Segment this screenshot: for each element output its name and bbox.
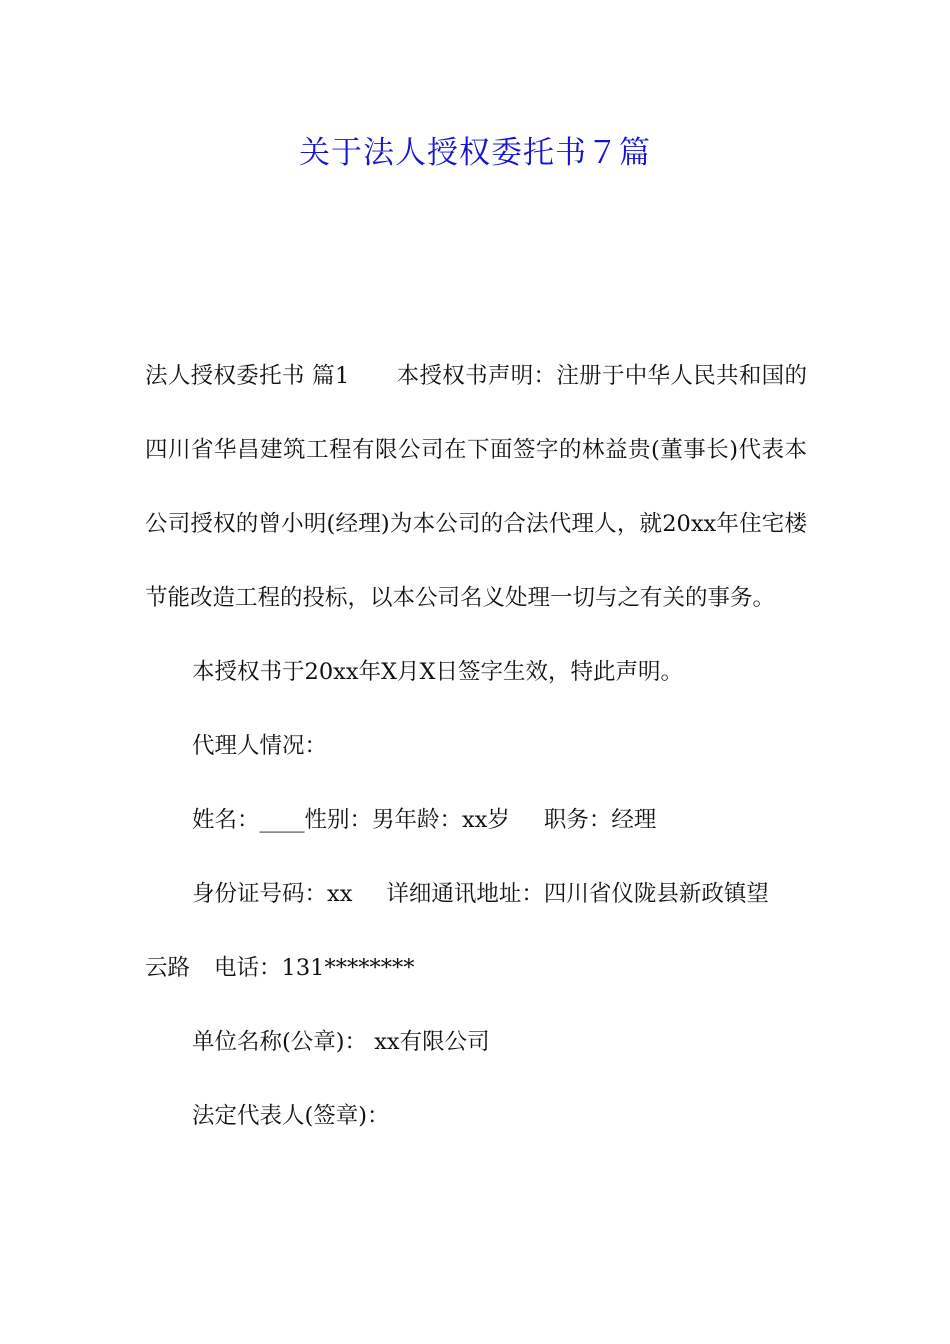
position-field: 职务：经理	[543, 807, 657, 833]
paragraph-contact-continued	[145, 931, 807, 1005]
address-field-end: 云路	[145, 955, 191, 981]
id-number-field: 身份证号码：xx	[192, 881, 353, 907]
paragraph-agent-info	[145, 783, 807, 857]
paragraph-company-name: 单位名称(公章)： xx有限公司	[192, 1029, 490, 1055]
paragraph-declaration	[145, 339, 807, 635]
paragraph-legal-representative: 法定代表人(签章)：	[192, 1103, 390, 1129]
name-blank: ____	[259, 807, 305, 833]
declaration-text: 本授权书声明：注册于中华人民共和国的四川省华昌建筑工程有限公司在下面签字的林益贵(董事长)代表本公司授权的曾小明(经理)为本公司的合法代理人，就20xx年住宅楼节能改造工程的投标，以本公司名义处理一切与之有关的事务。	[145, 363, 807, 611]
document-title: 关于法人授权委托书７篇	[299, 135, 651, 171]
paragraph-effective-date: 本授权书于20xx年X月X日签字生效，特此声明。	[192, 659, 684, 685]
section-label: 法人授权委托书 篇1	[145, 363, 350, 389]
document-body	[145, 339, 807, 1153]
phone-field: 电话：131********	[214, 955, 415, 981]
paragraph-contact	[145, 857, 807, 931]
age-field: 年龄：xx岁	[394, 807, 510, 833]
gender-field: 性别：男	[304, 807, 395, 833]
address-field-start: 详细通讯地址：四川省仪陇县新政镇望	[386, 881, 769, 907]
paragraph-agent-heading: 代理人情况：	[192, 733, 328, 759]
name-label: 姓名：	[192, 807, 260, 833]
